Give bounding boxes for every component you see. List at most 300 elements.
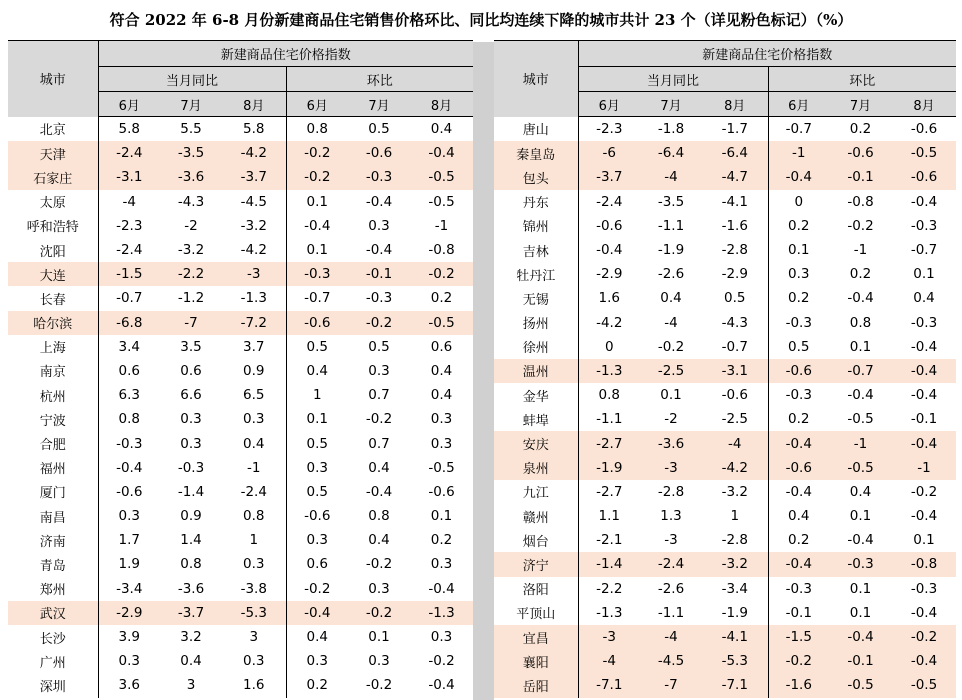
- mom-value-cell: -0.1: [829, 649, 892, 673]
- table-row: [494, 286, 956, 310]
- table-row: [8, 383, 473, 407]
- yoy-value-cell: -1.1: [578, 407, 640, 431]
- city-cell: 唐山: [522, 123, 549, 139]
- mom-value-cell: 0.5: [368, 338, 390, 355]
- mom-value-cell: 0.8: [849, 314, 872, 331]
- mom-value-cell: -0.4: [910, 604, 938, 621]
- table-row: [494, 625, 956, 649]
- city-cell: 丹东: [522, 196, 549, 212]
- mom-value-cell: 0.3: [368, 362, 390, 379]
- table-row: [494, 238, 956, 262]
- city-cell: 上海: [39, 341, 66, 357]
- yoy-value-cell: 0.5: [724, 290, 746, 307]
- table-body-right: [494, 117, 956, 698]
- table-row: [8, 359, 473, 383]
- mom-value-cell: 0.2: [286, 673, 348, 697]
- mom-value-cell: -0.3: [768, 311, 829, 335]
- mom-value-cell: 0.7: [368, 387, 390, 404]
- yoy-header: 当月同比: [98, 67, 286, 92]
- city-cell: 南昌: [39, 510, 66, 526]
- yoy-value-cell: -4.5: [240, 193, 267, 210]
- table-row: [8, 214, 473, 238]
- yoy-header: 当月同比: [578, 67, 768, 92]
- yoy-value-cell: -1.4: [578, 552, 640, 576]
- yoy-value-cell: -3: [664, 532, 678, 549]
- mom-value-cell: -0.4: [892, 431, 956, 455]
- table-row: [8, 673, 473, 697]
- mom-value-cell: 0.7: [368, 435, 390, 452]
- mom-header: 环比: [768, 67, 956, 92]
- mom-value-cell: 0.1: [849, 508, 872, 525]
- city-cell: 平顶山: [516, 607, 556, 623]
- yoy-value-cell: 0.3: [243, 653, 265, 670]
- mom-value-cell: 0.3: [430, 556, 453, 573]
- mom-value-cell: 0.2: [768, 528, 829, 552]
- yoy-value-cell: -4: [664, 314, 678, 331]
- mom-value-cell: -0.1: [348, 262, 410, 286]
- mom-value-cell: 0.5: [286, 431, 348, 455]
- mom-value-cell: -1: [892, 456, 956, 480]
- yoy-value-cell: -3.7: [222, 165, 286, 189]
- city-cell: 宜昌: [494, 625, 578, 649]
- mom-value-cell: 0.2: [768, 407, 829, 431]
- mom-value-cell: -0.6: [286, 504, 348, 528]
- yoy-value-cell: 0.3: [180, 435, 202, 452]
- city-cell: 宁波: [39, 413, 66, 429]
- mom-value-cell: -0.4: [365, 242, 393, 259]
- mom-value-cell: 0.5: [768, 335, 829, 359]
- yoy-value-cell: -5.3: [702, 649, 768, 673]
- month-header: 6月: [98, 92, 160, 117]
- mom-value-cell: -0.3: [348, 165, 410, 189]
- yoy-value-cell: 0: [578, 335, 640, 359]
- mom-value-cell: -0.3: [910, 314, 938, 331]
- yoy-value-cell: -0.7: [98, 286, 160, 310]
- mom-value-cell: 0.2: [849, 121, 872, 138]
- mom-value-cell: 0.4: [913, 290, 935, 307]
- yoy-value-cell: -0.2: [657, 338, 685, 355]
- table-row: [494, 577, 956, 601]
- city-cell: 吉林: [522, 244, 549, 260]
- mom-value-cell: -0.7: [829, 359, 892, 383]
- mom-value-cell: 0.1: [286, 238, 348, 262]
- mom-value-cell: 0.8: [286, 117, 348, 142]
- yoy-value-cell: -3.2: [702, 552, 768, 576]
- table-row: [494, 456, 956, 480]
- yoy-value-cell: -4.2: [240, 242, 267, 259]
- yoy-value-cell: -2.4: [98, 238, 160, 262]
- city-cell: 沈阳: [39, 244, 66, 260]
- mom-value-cell: -0.5: [428, 193, 455, 210]
- table-row: [8, 456, 473, 480]
- yoy-value-cell: 1.7: [98, 528, 160, 552]
- mom-value-cell: -1: [853, 242, 868, 259]
- yoy-value-cell: 3.6: [98, 673, 160, 697]
- mom-value-cell: -0.6: [348, 141, 410, 165]
- yoy-value-cell: -2.7: [578, 480, 640, 504]
- month-header: 6月: [286, 92, 348, 117]
- mom-value-cell: -0.2: [410, 262, 473, 286]
- mom-value-cell: -0.4: [410, 141, 473, 165]
- yoy-value-cell: 1: [730, 508, 740, 525]
- table-row: [8, 504, 473, 528]
- yoy-value-cell: -3.1: [702, 359, 768, 383]
- city-cell: 呼和浩特: [26, 220, 79, 236]
- table-row: [494, 552, 956, 576]
- city-cell: 天津: [8, 141, 98, 165]
- column-divider: [473, 42, 494, 700]
- yoy-value-cell: -4.7: [702, 165, 768, 189]
- table-title: 符合 2022 年 6-8 月份新建商品住宅销售价格环比、同比均连续下降的城市共计 23 个（详见粉色标记）（%）: [109, 11, 853, 29]
- mom-value-cell: 0.4: [849, 483, 872, 500]
- mom-value-cell: -0.3: [365, 290, 393, 307]
- mom-value-cell: -0.4: [286, 601, 348, 625]
- mom-value-cell: -0.2: [365, 556, 393, 573]
- city-cell: 徐州: [522, 341, 549, 357]
- yoy-value-cell: -2.7: [578, 431, 640, 455]
- yoy-value-cell: -7: [160, 311, 222, 335]
- yoy-value-cell: 1.4: [180, 532, 202, 549]
- table-row: [8, 262, 473, 286]
- yoy-value-cell: -0.4: [98, 456, 160, 480]
- yoy-value-cell: 0.6: [98, 359, 160, 383]
- mom-value-cell: 0.3: [286, 649, 348, 673]
- mom-value-cell: -0.2: [286, 141, 348, 165]
- yoy-value-cell: 0.8: [243, 508, 265, 525]
- mom-value-cell: -0.7: [286, 286, 348, 310]
- yoy-value-cell: 0.3: [243, 411, 265, 428]
- table-row: [8, 431, 473, 455]
- city-cell: 泉州: [494, 456, 578, 480]
- yoy-value-cell: -1.9: [657, 242, 685, 259]
- month-header: 7月: [829, 92, 892, 117]
- table-row: [8, 649, 473, 673]
- city-cell: 广州: [39, 655, 66, 671]
- city-cell: 长春: [39, 292, 66, 308]
- yoy-value-cell: -3: [578, 625, 640, 649]
- yoy-value-cell: 1.6: [578, 286, 640, 310]
- mom-value-cell: -1: [434, 217, 449, 234]
- city-cell: 济南: [39, 534, 66, 550]
- mom-value-cell: 0.3: [286, 456, 348, 480]
- mom-value-cell: -1: [829, 431, 892, 455]
- yoy-value-cell: -2.6: [657, 266, 685, 283]
- index-header: 新建商品住宅价格指数: [578, 41, 956, 67]
- price-index-table-right: [494, 40, 956, 698]
- city-header: 城市: [8, 41, 98, 117]
- yoy-value-cell: -2.6: [657, 580, 685, 597]
- mom-value-cell: 0.8: [368, 508, 390, 525]
- yoy-value-cell: -0.6: [98, 480, 160, 504]
- city-cell: 长沙: [39, 631, 66, 647]
- mom-value-cell: 0.2: [430, 290, 453, 307]
- mom-value-cell: 0.3: [368, 217, 390, 234]
- yoy-value-cell: 1.3: [660, 508, 682, 525]
- city-cell: 济宁: [494, 552, 578, 576]
- mom-value-cell: -1.3: [410, 601, 473, 625]
- table-row: [8, 286, 473, 310]
- yoy-value-cell: -2.4: [98, 141, 160, 165]
- mom-value-cell: 0.4: [286, 625, 348, 649]
- mom-value-cell: -0.3: [286, 262, 348, 286]
- city-cell: 赣州: [522, 510, 549, 526]
- mom-value-cell: -0.4: [910, 193, 938, 210]
- table-row: [494, 601, 956, 625]
- yoy-value-cell: 3.5: [180, 338, 202, 355]
- table-row: [8, 625, 473, 649]
- table-row: [494, 214, 956, 238]
- mom-value-cell: -0.8: [892, 552, 956, 576]
- yoy-value-cell: -4.2: [578, 311, 640, 335]
- mom-value-cell: -0.4: [768, 165, 829, 189]
- table-row: [494, 673, 956, 697]
- yoy-value-cell: -1.3: [578, 359, 640, 383]
- table-row: [8, 601, 473, 625]
- yoy-value-cell: -2.5: [640, 359, 702, 383]
- yoy-value-cell: 5.8: [98, 117, 160, 142]
- yoy-value-cell: -2: [184, 217, 198, 234]
- yoy-value-cell: -4.2: [702, 456, 768, 480]
- mom-value-cell: 0.1: [849, 580, 872, 597]
- yoy-value-cell: 1.9: [98, 552, 160, 576]
- mom-value-cell: 0.4: [368, 532, 390, 549]
- mom-value-cell: 0.1: [849, 604, 872, 621]
- city-cell: 哈尔滨: [8, 311, 98, 335]
- table-row: [8, 577, 473, 601]
- mom-value-cell: -0.4: [892, 359, 956, 383]
- yoy-value-cell: -3.4: [721, 580, 748, 597]
- yoy-value-cell: -3.8: [240, 580, 267, 597]
- yoy-value-cell: -3.4: [98, 577, 160, 601]
- city-cell: 大连: [8, 262, 98, 286]
- yoy-value-cell: -6.8: [98, 311, 160, 335]
- city-cell: 牡丹江: [516, 268, 556, 284]
- yoy-value-cell: -1.7: [721, 121, 748, 138]
- mom-value-cell: -0.4: [768, 480, 829, 504]
- yoy-value-cell: 3.9: [98, 625, 160, 649]
- table-row: [8, 311, 473, 335]
- yoy-value-cell: -4.1: [702, 625, 768, 649]
- mom-value-cell: -0.4: [910, 387, 938, 404]
- yoy-value-cell: 0.1: [660, 387, 682, 404]
- mom-value-cell: -0.2: [847, 217, 874, 234]
- yoy-value-cell: -2.4: [240, 483, 267, 500]
- city-cell: 洛阳: [522, 583, 549, 599]
- mom-value-cell: -0.6: [428, 483, 455, 500]
- mom-value-cell: -0.5: [428, 459, 455, 476]
- mom-value-cell: 0.1: [286, 190, 348, 214]
- table-row: [494, 649, 956, 673]
- mom-value-cell: -0.5: [410, 165, 473, 189]
- yoy-value-cell: -1.3: [578, 601, 640, 625]
- yoy-value-cell: 0.4: [243, 435, 265, 452]
- month-header: 7月: [160, 92, 222, 117]
- mom-value-cell: -0.5: [829, 456, 892, 480]
- yoy-value-cell: -3.2: [240, 217, 267, 234]
- table-row: [494, 504, 956, 528]
- yoy-value-cell: -1.3: [240, 290, 267, 307]
- yoy-value-cell: -3.6: [177, 580, 205, 597]
- city-cell: 太原: [39, 196, 66, 212]
- yoy-value-cell: -7.1: [702, 673, 768, 697]
- city-cell: 郑州: [39, 583, 66, 599]
- yoy-value-cell: -4.1: [721, 193, 748, 210]
- yoy-value-cell: 5.5: [180, 121, 202, 138]
- city-cell: 南京: [39, 365, 66, 381]
- city-cell: 九江: [522, 486, 549, 502]
- yoy-value-cell: -2.4: [578, 190, 640, 214]
- city-cell: 石家庄: [8, 165, 98, 189]
- yoy-value-cell: 0.3: [243, 556, 265, 573]
- mom-value-cell: 0.3: [430, 629, 453, 646]
- yoy-value-cell: -7: [640, 673, 702, 697]
- table-row: [8, 238, 473, 262]
- yoy-value-cell: -3.7: [160, 601, 222, 625]
- mom-value-cell: 0.1: [368, 629, 390, 646]
- yoy-value-cell: -2.5: [721, 411, 748, 428]
- yoy-value-cell: -2.8: [721, 532, 748, 549]
- mom-value-cell: -0.2: [910, 483, 938, 500]
- city-cell: 秦皇岛: [494, 141, 578, 165]
- mom-value-cell: -0.6: [768, 359, 829, 383]
- yoy-value-cell: 1.6: [243, 677, 265, 694]
- yoy-value-cell: -3.2: [721, 483, 748, 500]
- mom-value-cell: -0.6: [768, 456, 829, 480]
- yoy-value-cell: 3.4: [98, 335, 160, 359]
- yoy-value-cell: -1: [247, 459, 261, 476]
- city-cell: 扬州: [522, 317, 549, 333]
- yoy-value-cell: -0.7: [721, 338, 748, 355]
- mom-value-cell: -0.3: [768, 577, 829, 601]
- mom-value-cell: -0.5: [410, 311, 473, 335]
- yoy-value-cell: -3.6: [160, 165, 222, 189]
- yoy-value-cell: -1.6: [721, 217, 748, 234]
- yoy-value-cell: -6: [578, 141, 640, 165]
- yoy-value-cell: -4.3: [721, 314, 748, 331]
- yoy-value-cell: -2.9: [98, 601, 160, 625]
- mom-value-cell: 0.1: [430, 508, 453, 525]
- table-row: [8, 165, 473, 189]
- mom-value-cell: 0.2: [768, 286, 829, 310]
- yoy-value-cell: -0.6: [578, 214, 640, 238]
- yoy-value-cell: 0.8: [98, 407, 160, 431]
- yoy-value-cell: 0.6: [180, 362, 202, 379]
- table-row: [494, 117, 956, 142]
- city-cell: 厦门: [39, 486, 66, 502]
- city-cell: 武汉: [8, 601, 98, 625]
- mom-value-cell: 0.1: [913, 266, 935, 283]
- yoy-value-cell: -1.1: [657, 604, 685, 621]
- yoy-value-cell: 1.1: [578, 504, 640, 528]
- yoy-value-cell: -7.2: [222, 311, 286, 335]
- mom-value-cell: 0.1: [768, 238, 829, 262]
- index-header: 新建商品住宅价格指数: [98, 41, 473, 67]
- yoy-value-cell: -2.9: [721, 266, 748, 283]
- yoy-value-cell: -6.4: [702, 141, 768, 165]
- mom-value-cell: 0: [768, 190, 829, 214]
- yoy-value-cell: -2.8: [721, 242, 748, 259]
- city-cell: 金华: [522, 389, 549, 405]
- yoy-value-cell: 0.3: [98, 504, 160, 528]
- mom-value-cell: -0.6: [892, 165, 956, 189]
- yoy-value-cell: -1.1: [657, 217, 685, 234]
- mom-value-cell: 0.1: [286, 407, 348, 431]
- yoy-value-cell: -2.8: [657, 483, 685, 500]
- mom-value-cell: -0.2: [768, 649, 829, 673]
- yoy-value-cell: -0.3: [177, 459, 205, 476]
- table-row: [8, 552, 473, 576]
- yoy-value-cell: -3.5: [160, 141, 222, 165]
- mom-value-cell: 0.3: [368, 653, 390, 670]
- price-index-table-left: [8, 40, 473, 698]
- mom-value-cell: -0.2: [348, 601, 410, 625]
- yoy-value-cell: -4: [702, 431, 768, 455]
- yoy-value-cell: -1.5: [98, 262, 160, 286]
- city-cell: 烟台: [522, 534, 549, 550]
- yoy-value-cell: -3.2: [177, 242, 205, 259]
- city-cell: 蚌埠: [522, 413, 549, 429]
- table-row: [494, 383, 956, 407]
- table-row: [8, 480, 473, 504]
- yoy-value-cell: -4: [98, 190, 160, 214]
- yoy-value-cell: -3.1: [98, 165, 160, 189]
- yoy-value-cell: 3.2: [180, 629, 202, 646]
- yoy-value-cell: 0.4: [180, 653, 202, 670]
- mom-value-cell: -0.5: [892, 141, 956, 165]
- mom-value-cell: -1.5: [768, 625, 829, 649]
- yoy-value-cell: -4.3: [177, 193, 205, 210]
- mom-value-cell: -0.8: [428, 242, 455, 259]
- yoy-value-cell: -3.5: [657, 193, 685, 210]
- mom-value-cell: 0.4: [430, 387, 453, 404]
- mom-value-cell: -0.2: [428, 653, 455, 670]
- mom-value-cell: -0.3: [910, 580, 938, 597]
- mom-value-cell: -1.6: [768, 673, 829, 697]
- city-cell: 深圳: [39, 679, 66, 695]
- mom-value-cell: 0.2: [430, 532, 453, 549]
- mom-value-cell: -0.2: [286, 577, 348, 601]
- mom-value-cell: -0.4: [428, 677, 455, 694]
- mom-value-cell: -0.1: [910, 411, 938, 428]
- mom-value-cell: -0.8: [847, 193, 874, 210]
- mom-value-cell: 0.3: [430, 435, 453, 452]
- month-header: 8月: [702, 92, 768, 117]
- yoy-value-cell: 0.9: [243, 362, 265, 379]
- yoy-value-cell: 6.3: [98, 383, 160, 407]
- city-cell: 温州: [494, 359, 578, 383]
- mom-value-cell: -0.4: [847, 532, 874, 549]
- mom-value-cell: 0.5: [286, 480, 348, 504]
- table-row: [494, 431, 956, 455]
- mom-value-cell: 0.4: [768, 504, 829, 528]
- table-row: [494, 480, 956, 504]
- yoy-value-cell: 6.5: [243, 387, 265, 404]
- mom-value-cell: -0.4: [847, 290, 874, 307]
- yoy-value-cell: -3.6: [640, 431, 702, 455]
- month-header: 8月: [410, 92, 473, 117]
- month-header: 6月: [578, 92, 640, 117]
- yoy-value-cell: -2: [664, 411, 678, 428]
- mom-value-cell: 0.5: [286, 335, 348, 359]
- mom-value-cell: 0.6: [430, 338, 453, 355]
- mom-value-cell: 0.4: [430, 362, 453, 379]
- yoy-value-cell: -4: [640, 165, 702, 189]
- city-cell: 青岛: [39, 558, 66, 574]
- city-cell: 安庆: [494, 431, 578, 455]
- table-row: [8, 528, 473, 552]
- city-header: 城市: [494, 41, 578, 117]
- mom-value-cell: -0.6: [286, 311, 348, 335]
